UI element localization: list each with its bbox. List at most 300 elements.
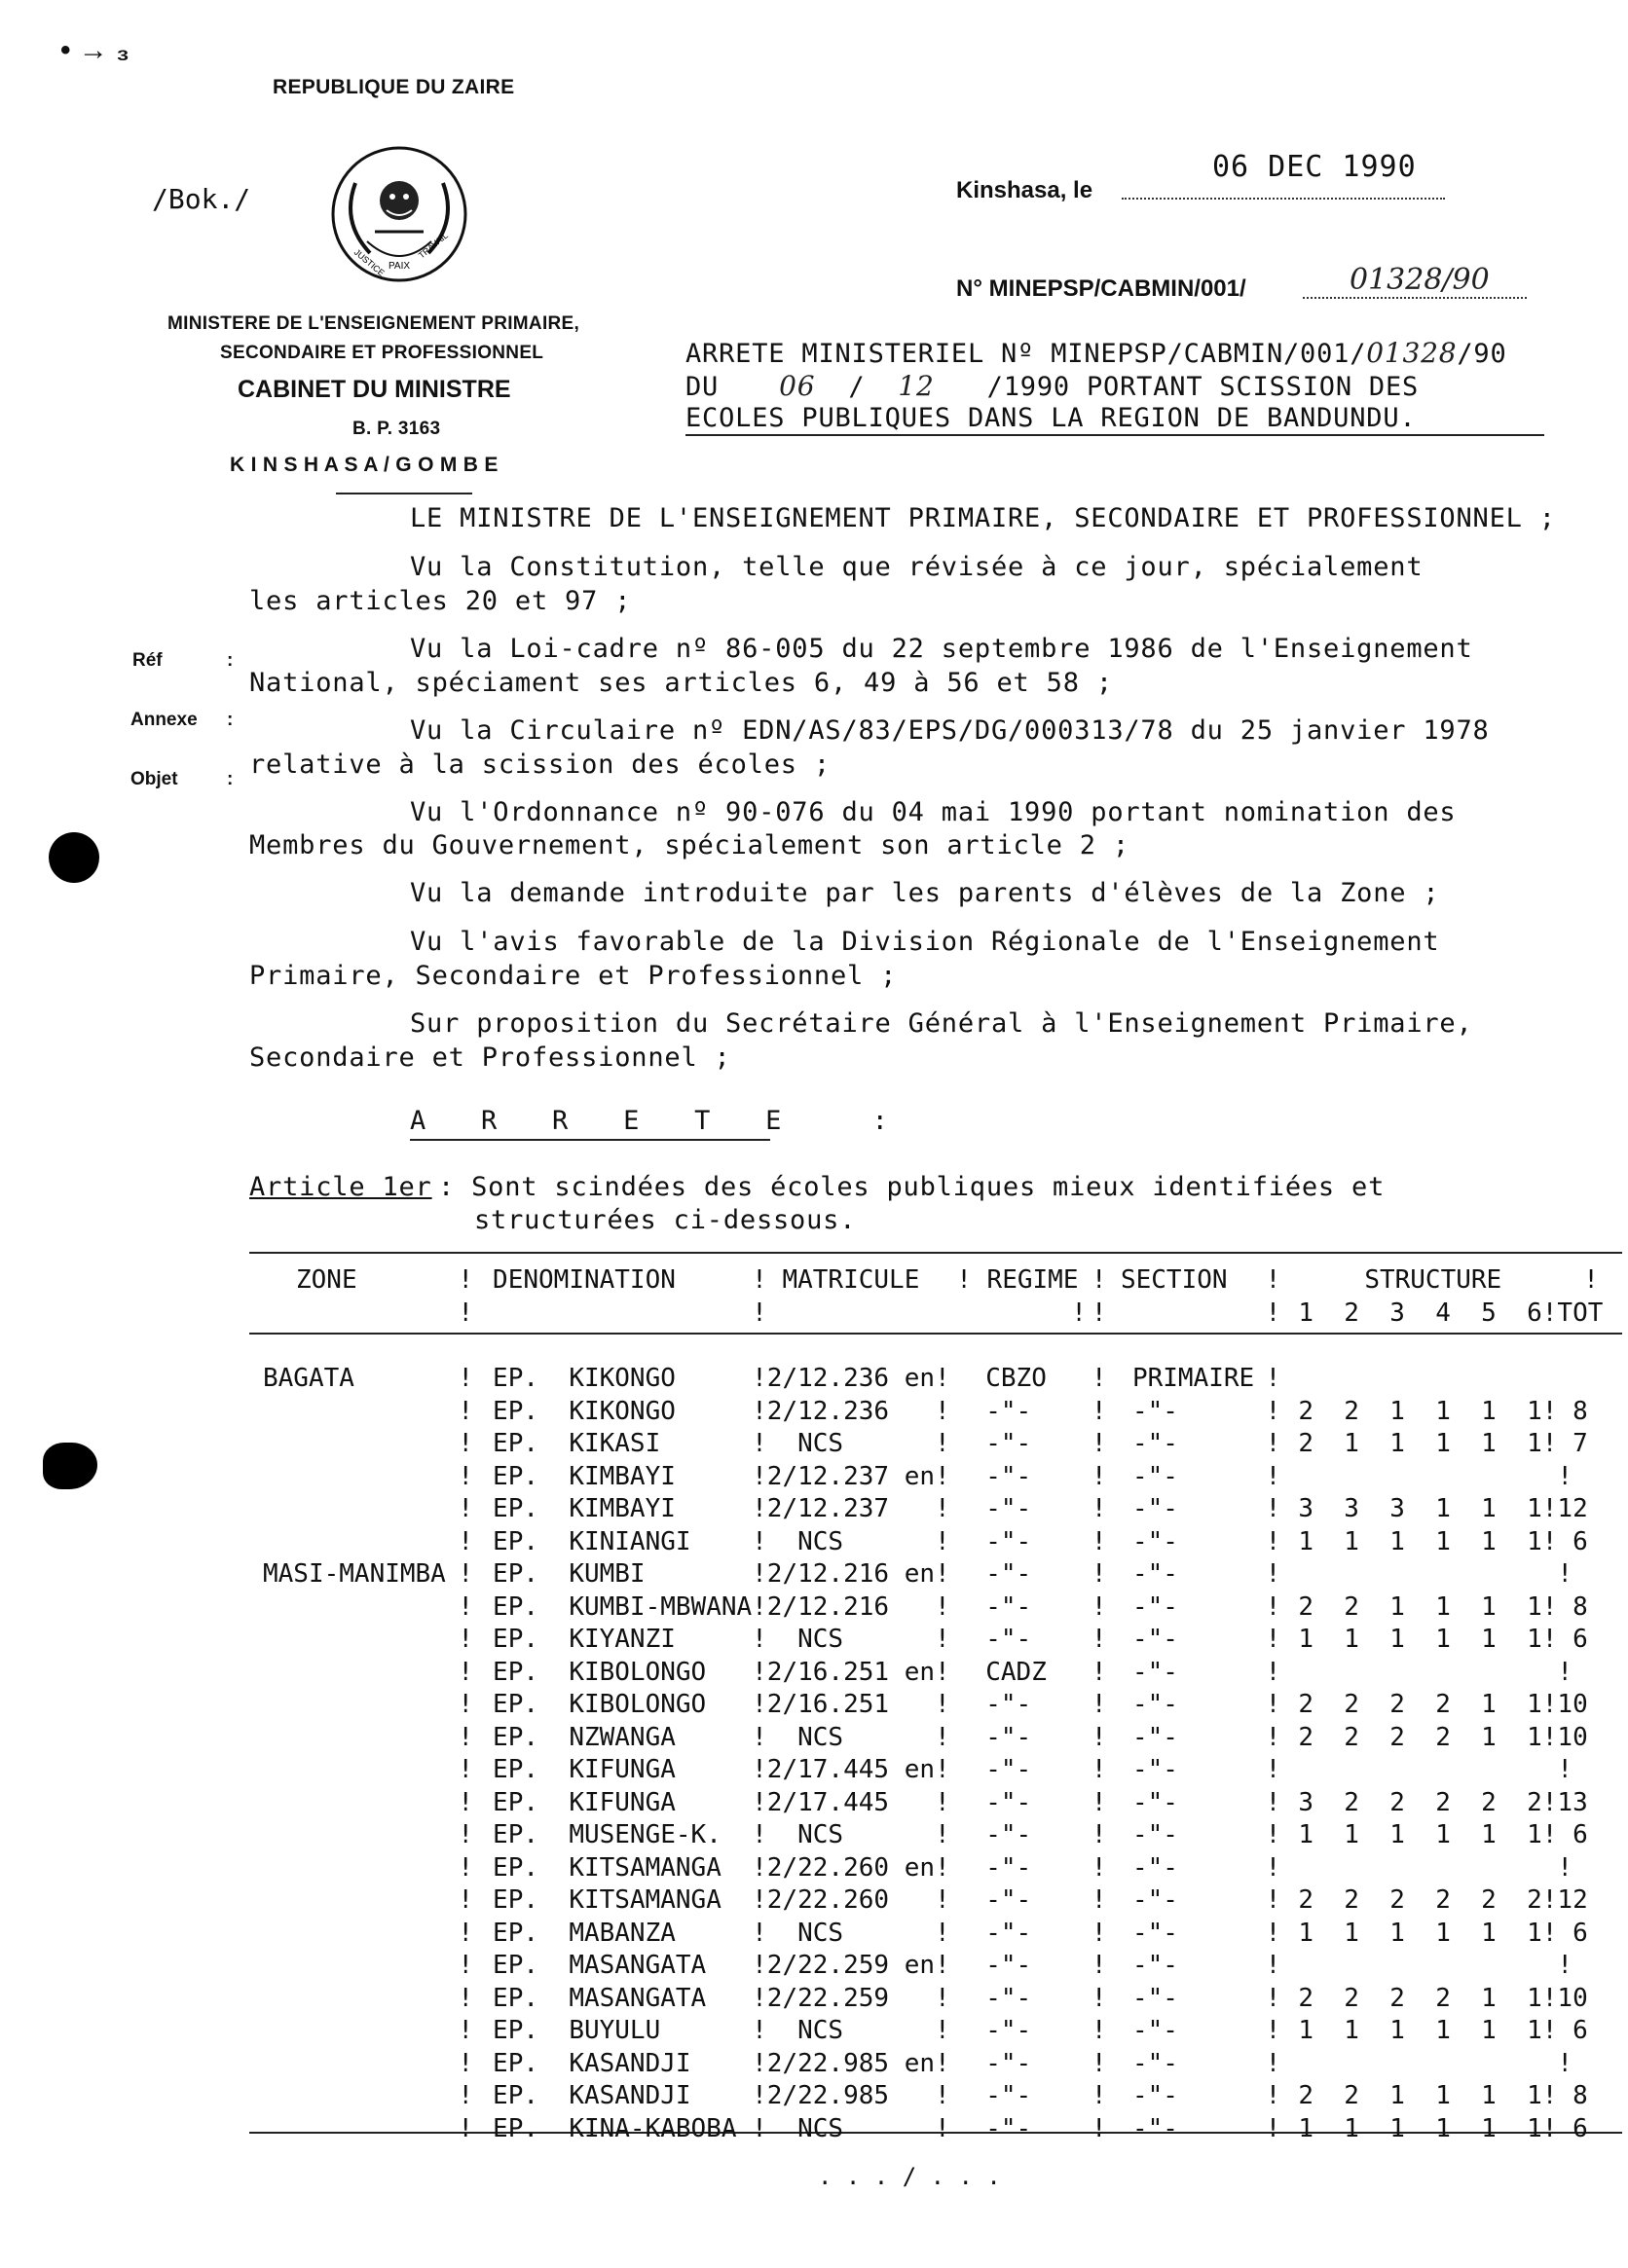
cell-sep: ! bbox=[1265, 1951, 1281, 1980]
cell-sep: ! bbox=[458, 1559, 474, 1589]
cell-denomination: EP. KITSAMANGA bbox=[493, 1852, 722, 1883]
cell-sep: ! bbox=[1091, 1494, 1107, 1523]
cell-sep: ! bbox=[458, 1852, 474, 1883]
republic-heading: REPUBLIQUE DU ZAIRE bbox=[273, 76, 515, 98]
cell-zone bbox=[247, 1458, 458, 1491]
table-top-rule bbox=[249, 1252, 1622, 1254]
cell-section: -"- bbox=[1131, 2016, 1178, 2045]
cell-section: -"- bbox=[1131, 1429, 1178, 1458]
schools-structure-table bbox=[247, 1256, 1628, 2143]
table-row bbox=[247, 1393, 1628, 1426]
cell-structure: 1 1 1 1 1 1! 6 bbox=[1298, 2113, 1588, 2143]
table-row bbox=[247, 1458, 1628, 1491]
preamble-line-0: LE MINISTRE DE L'ENSEIGNEMENT PRIMAIRE, SECONDAIRE ET PROFESSIONNEL ; bbox=[410, 503, 1556, 533]
cell-regime: -"- bbox=[985, 1951, 1032, 1980]
cell-sep: ! bbox=[1091, 1429, 1107, 1458]
cell-sep: ! bbox=[1265, 1755, 1281, 1784]
cell-sep: ! bbox=[1265, 1820, 1281, 1849]
table-row bbox=[247, 1784, 1628, 1817]
decree-title-prefix: ARRETE MINISTERIEL Nº MINEPSP/CABMIN/001/ bbox=[685, 339, 1367, 369]
article1-text-line-1: : Sont scindées des écoles publiques mieux identifiées et bbox=[438, 1172, 1386, 1202]
city-underline bbox=[336, 493, 472, 494]
cell-structure: 2 2 2 2 1 1!10 bbox=[1298, 1690, 1588, 1719]
date-dotted-line bbox=[1122, 198, 1445, 200]
table-header bbox=[247, 1256, 1628, 1361]
cell-zone bbox=[247, 1915, 458, 1948]
cell-sep: ! bbox=[458, 2016, 474, 2045]
cell-denomination: EP. KUMBI bbox=[493, 1559, 646, 1589]
header2-sep: ! bbox=[1265, 1299, 1281, 1328]
cell-matricule: ! NCS ! bbox=[752, 1625, 950, 1654]
ministry-line-2: SECONDAIRE ET PROFESSIONNEL bbox=[220, 343, 544, 363]
header-structure-label: STRUCTURE bbox=[1364, 1265, 1502, 1295]
cell-sep: ! bbox=[1265, 1591, 1281, 1622]
side-label-annexe-colon: : bbox=[227, 710, 234, 730]
table-row bbox=[247, 1687, 1628, 1720]
article1-label: Article 1er bbox=[249, 1172, 432, 1202]
cell-structure bbox=[1288, 1361, 1628, 1394]
decree-title-line2-suffix: /1990 PORTANT SCISSION DES bbox=[986, 372, 1420, 402]
cell-denomination: EP. NZWANGA bbox=[493, 1722, 676, 1752]
seal-text-left: JUSTICE bbox=[352, 246, 387, 278]
cell-sep: ! bbox=[458, 2081, 474, 2110]
coat-of-arms-seal bbox=[316, 144, 482, 285]
cell-sep: ! bbox=[1091, 2081, 1107, 2110]
cell-sep: ! bbox=[1091, 2113, 1107, 2143]
cell-section: -"- bbox=[1131, 1461, 1178, 1491]
cell-sep: ! bbox=[1091, 1690, 1107, 1719]
cell-regime: -"- bbox=[985, 1885, 1032, 1915]
cell-sep: ! bbox=[1265, 1722, 1281, 1752]
corner-mark: • → ₃ bbox=[60, 34, 130, 66]
decree-title-underline bbox=[685, 434, 1544, 436]
cell-section: -"- bbox=[1131, 1657, 1178, 1687]
reference-code: /Bok./ bbox=[152, 183, 251, 215]
cell-sep: ! bbox=[458, 1494, 474, 1523]
cell-matricule: !2/17.445 en! bbox=[752, 1755, 950, 1784]
cell-sep: ! bbox=[458, 1591, 474, 1622]
cell-sep: ! bbox=[458, 1918, 474, 1948]
cell-denomination: EP. KASANDJI bbox=[493, 2048, 691, 2078]
cell-section: PRIMAIRE bbox=[1131, 1364, 1255, 1393]
cell-section: -"- bbox=[1131, 1494, 1178, 1523]
cell-sep: ! bbox=[458, 1526, 474, 1556]
side-label-objet-colon: : bbox=[227, 769, 234, 789]
arrete-heading: A R R E T E : bbox=[410, 1106, 890, 1136]
cell-sep: ! bbox=[458, 1461, 474, 1491]
cell-denomination: EP. KIFUNGA bbox=[493, 1755, 676, 1784]
cell-structure: 2 2 2 2 1 1!10 bbox=[1298, 1722, 1588, 1752]
cell-zone bbox=[247, 2045, 458, 2078]
place-label: Kinshasa, le bbox=[956, 177, 1093, 203]
header2-structure-columns: 1 2 3 4 5 6!TOT bbox=[1298, 1299, 1604, 1328]
cell-matricule: !2/22.259 ! bbox=[752, 1983, 950, 2013]
cell-sep: ! bbox=[1091, 1885, 1107, 1915]
cell-matricule: !2/22.260 ! bbox=[752, 1885, 950, 1915]
cell-sep: ! bbox=[458, 1951, 474, 1980]
cell-matricule: !2/12.236 en! bbox=[752, 1364, 950, 1393]
cell-structure: 2 1 1 1 1 1! 7 bbox=[1298, 1429, 1588, 1458]
cell-denomination: EP. KIMBAYI bbox=[493, 1461, 676, 1491]
cell-sep: ! bbox=[1265, 1396, 1281, 1426]
cell-zone bbox=[247, 1426, 458, 1459]
cell-sep: ! bbox=[1091, 1755, 1107, 1784]
cell-regime: -"- bbox=[985, 1625, 1032, 1654]
cell-sep: ! bbox=[458, 1364, 474, 1393]
cell-denomination: EP. KINA-KABOBA bbox=[493, 2113, 737, 2143]
cell-zone bbox=[247, 1589, 458, 1622]
cell-sep: ! bbox=[1091, 1526, 1107, 1556]
decree-title-suffix: /90 bbox=[1457, 339, 1507, 369]
cell-regime: CADZ bbox=[985, 1657, 1047, 1687]
cell-sep: ! bbox=[1265, 2048, 1281, 2078]
cell-regime: -"- bbox=[985, 1787, 1032, 1817]
cell-denomination: EP. MASANGATA bbox=[493, 1951, 707, 1980]
side-label-ref: Réf bbox=[132, 650, 163, 671]
cell-sep: ! bbox=[1265, 1983, 1281, 2013]
cell-sep: ! bbox=[458, 1885, 474, 1915]
decree-title-line-1 bbox=[685, 337, 1507, 369]
cell-structure: ! bbox=[1298, 1657, 1573, 1687]
cell-matricule: !2/12.237 ! bbox=[752, 1494, 950, 1523]
cell-denomination: EP. KUMBI-MBWANA bbox=[493, 1591, 753, 1622]
table-row bbox=[247, 1491, 1628, 1524]
preamble-line-12: Sur proposition du Secrétaire Général à l'Enseignement Primaire, bbox=[410, 1008, 1473, 1039]
cell-matricule: ! NCS ! bbox=[752, 2113, 950, 2143]
decree-number-label: N° MINEPSP/CABMIN/001/ bbox=[956, 275, 1246, 302]
cell-section: -"- bbox=[1131, 1722, 1178, 1752]
cell-matricule: !2/22.985 en! bbox=[752, 2048, 950, 2078]
cell-sep: ! bbox=[1091, 1852, 1107, 1883]
cell-structure: ! bbox=[1298, 1852, 1573, 1883]
decree-title-sep: / bbox=[848, 372, 866, 402]
cell-denomination: EP. BUYULU bbox=[493, 2016, 661, 2045]
decree-title-du: DU bbox=[685, 372, 720, 402]
header-sep: ! bbox=[458, 1265, 474, 1295]
cell-sep: ! bbox=[458, 1690, 474, 1719]
cell-structure: 1 1 1 1 1 1! 6 bbox=[1298, 1918, 1588, 1948]
table-row bbox=[247, 1915, 1628, 1948]
header2-zone bbox=[247, 1295, 458, 1328]
date-stamp: 06 DEC 1990 bbox=[1212, 150, 1417, 184]
table-row bbox=[247, 1980, 1628, 2013]
cell-structure: 1 1 1 1 1 1! 6 bbox=[1298, 1526, 1588, 1556]
cell-zone bbox=[247, 1752, 458, 1785]
cell-structure: ! bbox=[1298, 1461, 1573, 1491]
cell-regime: CBZO bbox=[985, 1364, 1047, 1393]
table-row bbox=[247, 1426, 1628, 1459]
cell-matricule: !2/16.251 en! bbox=[752, 1657, 950, 1687]
cell-section: -"- bbox=[1131, 1918, 1178, 1948]
cell-matricule: ! NCS ! bbox=[752, 1722, 950, 1752]
header2-sep: ! bbox=[1091, 1299, 1107, 1328]
cell-matricule: ! NCS ! bbox=[752, 1820, 950, 1849]
cell-zone bbox=[247, 1393, 458, 1426]
side-label-annexe: Annexe bbox=[130, 710, 198, 730]
cell-zone bbox=[247, 2013, 458, 2046]
cell-sep: ! bbox=[1091, 1983, 1107, 2013]
cell-section: -"- bbox=[1131, 1625, 1178, 1654]
cell-denomination: EP. KINIANGI bbox=[493, 1526, 691, 1556]
cell-structure: 2 2 2 2 2 2!12 bbox=[1298, 1885, 1588, 1915]
cell-section: -"- bbox=[1131, 2081, 1178, 2110]
cell-section: -"- bbox=[1131, 1591, 1178, 1622]
cell-sep: ! bbox=[1265, 2016, 1281, 2045]
table-row bbox=[247, 2013, 1628, 2046]
cell-structure: ! bbox=[1298, 1755, 1573, 1784]
cell-sep: ! bbox=[458, 1396, 474, 1426]
table-row bbox=[247, 1752, 1628, 1785]
table-row bbox=[247, 1654, 1628, 1687]
table-header-row-2 bbox=[247, 1295, 1628, 1328]
header-structure bbox=[1288, 1256, 1628, 1295]
table-row bbox=[247, 2078, 1628, 2111]
cell-denomination: EP. KIBOLONGO bbox=[493, 1657, 707, 1687]
cabinet-title: CABINET DU MINISTRE bbox=[238, 376, 511, 403]
cell-matricule: !2/22.260 en! bbox=[752, 1852, 950, 1883]
header2-sep: ! bbox=[458, 1299, 474, 1328]
cell-sep: ! bbox=[1265, 1461, 1281, 1491]
cell-zone bbox=[247, 2078, 458, 2111]
cell-structure: 3 2 2 2 2 2!13 bbox=[1298, 1787, 1588, 1817]
cell-structure: 3 3 3 1 1 1!12 bbox=[1298, 1494, 1588, 1523]
table-row bbox=[247, 1883, 1628, 1916]
cell-matricule: !2/12.216 ! bbox=[752, 1591, 950, 1622]
cell-sep: ! bbox=[1091, 1787, 1107, 1817]
preamble-line-6: relative à la scission des écoles ; bbox=[249, 750, 831, 780]
cell-sep: ! bbox=[1091, 1461, 1107, 1491]
preamble-line-13: Secondaire et Professionnel ; bbox=[249, 1043, 731, 1073]
header-regime: ! REGIME bbox=[956, 1265, 1079, 1295]
cell-zone bbox=[247, 1622, 458, 1655]
cell-matricule: !2/22.259 en! bbox=[752, 1951, 950, 1980]
table-body bbox=[247, 1361, 1628, 2143]
cell-zone bbox=[247, 1784, 458, 1817]
cell-sep: ! bbox=[1265, 1559, 1281, 1589]
cell-sep: ! bbox=[1265, 2081, 1281, 2110]
cell-structure: 1 1 1 1 1 1! 6 bbox=[1298, 2016, 1588, 2045]
cell-regime: -"- bbox=[985, 1755, 1032, 1784]
header-zone: ZONE bbox=[296, 1265, 357, 1295]
table-row bbox=[247, 1817, 1628, 1850]
cell-matricule: !2/22.985 ! bbox=[752, 2081, 950, 2110]
city-line: K I N S H A S A / G O M B E bbox=[230, 454, 499, 476]
cell-denomination: EP. KIKONGO bbox=[493, 1396, 676, 1426]
seal-text-right: TRAVAIL bbox=[416, 230, 451, 261]
cell-regime: -"- bbox=[985, 1918, 1032, 1948]
cell-regime: -"- bbox=[985, 1526, 1032, 1556]
cell-matricule: !2/12.216 en! bbox=[752, 1559, 950, 1589]
cell-matricule: ! NCS ! bbox=[752, 2016, 950, 2045]
cell-sep: ! bbox=[1265, 2113, 1281, 2143]
cell-regime: -"- bbox=[985, 1722, 1032, 1752]
punch-hole-lower bbox=[43, 1443, 97, 1489]
cell-sep: ! bbox=[458, 1755, 474, 1784]
cell-section: -"- bbox=[1131, 1526, 1178, 1556]
cell-regime: -"- bbox=[985, 1429, 1032, 1458]
cell-structure: 1 1 1 1 1 1! 6 bbox=[1298, 1820, 1588, 1849]
cell-sep: ! bbox=[1265, 1364, 1281, 1393]
cell-sep: ! bbox=[458, 1657, 474, 1687]
cell-sep: ! bbox=[458, 1722, 474, 1752]
header2-regime: ! bbox=[1071, 1299, 1087, 1328]
cell-section: -"- bbox=[1131, 2048, 1178, 2078]
cell-section: -"- bbox=[1131, 1951, 1178, 1980]
cell-matricule: !2/12.236 ! bbox=[752, 1396, 950, 1426]
cell-sep: ! bbox=[1265, 1625, 1281, 1654]
cell-section: -"- bbox=[1131, 1787, 1178, 1817]
preamble-line-11: Primaire, Secondaire et Professionnel ; bbox=[249, 961, 898, 991]
cell-sep: ! bbox=[1265, 1690, 1281, 1719]
cell-sep: ! bbox=[1265, 1918, 1281, 1948]
cell-sep: ! bbox=[1265, 1494, 1281, 1523]
cell-denomination: EP. KIFUNGA bbox=[493, 1787, 676, 1817]
table-row bbox=[247, 2110, 1628, 2143]
cell-regime: -"- bbox=[985, 1983, 1032, 2013]
cell-sep: ! bbox=[1091, 1820, 1107, 1849]
header-section: SECTION bbox=[1120, 1265, 1228, 1295]
cell-matricule: ! NCS ! bbox=[752, 1918, 950, 1948]
header-structure-end: ! bbox=[1583, 1265, 1599, 1295]
cell-sep: ! bbox=[1091, 1591, 1107, 1622]
cell-regime: -"- bbox=[985, 1852, 1032, 1883]
cell-regime: -"- bbox=[985, 2048, 1032, 2078]
cell-sep: ! bbox=[1091, 2048, 1107, 2078]
table-row bbox=[247, 1719, 1628, 1752]
cell-sep: ! bbox=[1091, 1657, 1107, 1687]
cell-zone bbox=[247, 1719, 458, 1752]
postal-box: B. P. 3163 bbox=[352, 419, 441, 439]
cell-matricule: !2/17.445 ! bbox=[752, 1787, 950, 1817]
cell-zone bbox=[247, 1849, 458, 1883]
table-row bbox=[247, 1622, 1628, 1655]
decree-title-line-2 bbox=[685, 370, 1419, 402]
table-row bbox=[247, 1556, 1628, 1590]
cell-structure: 1 1 1 1 1 1! 6 bbox=[1298, 1625, 1588, 1654]
cell-sep: ! bbox=[1265, 1885, 1281, 1915]
table-header-row-1 bbox=[247, 1256, 1628, 1295]
preamble-line-2: les articles 20 et 97 ; bbox=[249, 586, 632, 616]
cell-structure: 2 2 1 1 1 1! 8 bbox=[1298, 1396, 1588, 1426]
header2-section bbox=[1113, 1295, 1266, 1328]
cell-sep: ! bbox=[1265, 1787, 1281, 1817]
cell-sep: ! bbox=[458, 2113, 474, 2143]
preamble-line-4: National, spéciament ses articles 6, 49 à 56 et 58 ; bbox=[249, 668, 1113, 698]
preamble-line-8: Membres du Gouvernement, spécialement son article 2 ; bbox=[249, 830, 1129, 860]
cell-sep: ! bbox=[1265, 1657, 1281, 1687]
decree-title-hand-number: 01328 bbox=[1366, 337, 1458, 369]
header-matricule: ! MATRICULE bbox=[752, 1265, 920, 1295]
cell-sep: ! bbox=[458, 1625, 474, 1654]
cell-sep: ! bbox=[1091, 1918, 1107, 1948]
preamble-line-10: Vu l'avis favorable de la Division Régionale de l'Enseignement bbox=[410, 927, 1440, 957]
cell-zone bbox=[247, 1817, 458, 1850]
cell-matricule: ! NCS ! bbox=[752, 1526, 950, 1556]
cell-denomination: EP. KIKASI bbox=[493, 1429, 661, 1458]
decree-title-month: 12 bbox=[898, 370, 935, 402]
cell-sep: ! bbox=[1091, 1364, 1107, 1393]
preamble-line-7: Vu l'Ordonnance nº 90-076 du 04 mai 1990 portant nomination des bbox=[410, 797, 1457, 827]
cell-denomination: EP. KIKONGO bbox=[493, 1364, 676, 1393]
cell-zone bbox=[247, 1883, 458, 1916]
cell-regime: -"- bbox=[985, 1820, 1032, 1849]
header2-matricule: ! bbox=[752, 1299, 767, 1328]
side-label-objet: Objet bbox=[130, 769, 178, 789]
cell-denomination: EP. KIBOLONGO bbox=[493, 1690, 707, 1719]
decree-title-day: 06 bbox=[779, 370, 816, 402]
preamble-line-9: Vu la demande introduite par les parents d'élèves de la Zone ; bbox=[410, 878, 1440, 908]
cell-section: -"- bbox=[1131, 1820, 1178, 1849]
cell-sep: ! bbox=[458, 1820, 474, 1849]
cell-sep: ! bbox=[1091, 1625, 1107, 1654]
cell-sep: ! bbox=[1091, 1951, 1107, 1980]
cell-denomination: EP. MASANGATA bbox=[493, 1983, 707, 2013]
cell-denomination: EP. MUSENGE-K. bbox=[493, 1820, 722, 1849]
ministry-line-1: MINISTERE DE L'ENSEIGNEMENT PRIMAIRE, bbox=[167, 313, 580, 334]
cell-zone bbox=[247, 2110, 458, 2143]
table-row bbox=[247, 1948, 1628, 1981]
cell-zone bbox=[247, 1523, 458, 1556]
cell-sep: ! bbox=[458, 2048, 474, 2078]
cell-structure: ! bbox=[1298, 1951, 1573, 1980]
cell-sep: ! bbox=[1265, 1526, 1281, 1556]
cell-sep: ! bbox=[458, 1983, 474, 2013]
cell-structure: 2 2 2 2 1 1!10 bbox=[1298, 1983, 1588, 2013]
cell-matricule: ! NCS ! bbox=[752, 1429, 950, 1458]
table-row bbox=[247, 1361, 1628, 1394]
decree-title-line-3: ECOLES PUBLIQUES DANS LA REGION DE BANDUNDU. bbox=[685, 403, 1417, 433]
cell-regime: -"- bbox=[985, 1591, 1032, 1622]
preamble-line-1: Vu la Constitution, telle que révisée à ce jour, spécialement bbox=[410, 552, 1424, 582]
cell-regime: -"- bbox=[985, 2081, 1032, 2110]
cell-structure: ! bbox=[1298, 2048, 1573, 2078]
cell-denomination: EP. KITSAMANGA bbox=[493, 1885, 722, 1915]
preamble-line-5: Vu la Circulaire nº EDN/AS/83/EPS/DG/000313/78 du 25 janvier 1978 bbox=[410, 715, 1490, 746]
header-denomination: DENOMINATION bbox=[493, 1265, 676, 1295]
cell-regime: -"- bbox=[985, 1690, 1032, 1719]
cell-regime: -"- bbox=[985, 1494, 1032, 1523]
cell-denomination: EP. KIYANZI bbox=[493, 1625, 676, 1654]
header2-denomination bbox=[481, 1295, 752, 1328]
cell-section: -"- bbox=[1131, 1983, 1178, 2013]
header-sep: ! bbox=[1091, 1265, 1107, 1295]
cell-sep: ! bbox=[458, 1429, 474, 1458]
cell-matricule: !2/16.251 ! bbox=[752, 1690, 950, 1719]
cell-zone bbox=[247, 1687, 458, 1720]
cell-section: -"- bbox=[1131, 1852, 1178, 1883]
cell-zone bbox=[247, 1948, 458, 1981]
cell-sep: ! bbox=[458, 1787, 474, 1817]
cell-structure: 2 2 1 1 1 1! 8 bbox=[1298, 2081, 1588, 2110]
cell-section: -"- bbox=[1131, 1559, 1178, 1589]
cell-section: -"- bbox=[1131, 1690, 1178, 1719]
cell-sep: ! bbox=[1091, 1559, 1107, 1589]
cell-matricule: !2/12.237 en! bbox=[752, 1461, 950, 1491]
table-row bbox=[247, 1523, 1628, 1556]
cell-regime: -"- bbox=[985, 1396, 1032, 1426]
cell-denomination: EP. KIMBAYI bbox=[493, 1494, 676, 1523]
continuation-mark: . . . / . . . bbox=[818, 2163, 1001, 2190]
punch-hole-upper bbox=[49, 832, 99, 883]
cell-sep: ! bbox=[1091, 1396, 1107, 1426]
side-label-ref-colon: : bbox=[227, 650, 234, 671]
cell-sep: ! bbox=[1265, 1852, 1281, 1883]
cell-sep: ! bbox=[1091, 2016, 1107, 2045]
cell-structure: ! bbox=[1298, 1559, 1573, 1589]
cell-regime: -"- bbox=[985, 2113, 1032, 2143]
cell-denomination: EP. KASANDJI bbox=[493, 2081, 691, 2110]
cell-sep: ! bbox=[1265, 1429, 1281, 1458]
